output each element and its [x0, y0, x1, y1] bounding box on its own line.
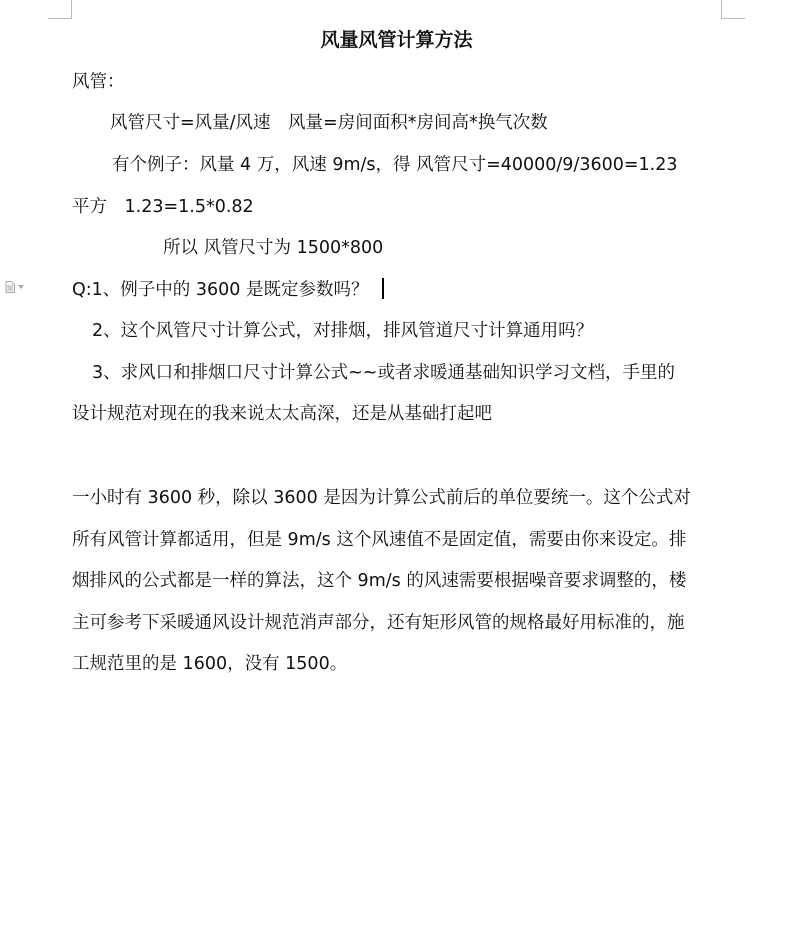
- question-2: 2、这个风管尺寸计算公式，对排烟，排风管道尺寸计算通用吗？: [92, 321, 594, 341]
- document-title: 风量风管计算方法: [320, 29, 473, 51]
- result-line: 所以 风管尺寸为 1500*800: [163, 238, 384, 258]
- crop-mark-top-left: [48, 0, 72, 19]
- answer-line: 一小时有 3600 秒，除以 3600 是因为计算公式前后的单位要统一。这个公式对: [72, 488, 691, 508]
- caret-down-icon: [18, 285, 24, 289]
- answer-line: 工规范里的是 1600，没有 1500。: [72, 654, 348, 674]
- question-1: Q:1、例子中的 3600 是既定参数吗？: [72, 280, 369, 300]
- answer-line: 烟排风的公式都是一样的算法，这个 9m/s 的风速需要根据噪音要求调整的，楼: [72, 571, 687, 591]
- document-icon: [5, 281, 15, 293]
- section-label: 风管：: [72, 72, 125, 92]
- question-1-row: [72, 278, 384, 302]
- answer-line: 所有风管计算都适用，但是 9m/s 这个风速值不是固定值，需要由你来设定。排: [72, 530, 687, 550]
- example-line-1: 有个例子：风量 4 万，风速 9m/s，得 风管尺寸=40000/9/3600=1.23: [112, 155, 678, 175]
- formula-line: 风管尺寸=风量/风速 风量=房间面积*房间高*换气次数: [110, 113, 548, 133]
- answer-line: 主可参考下采暖通风设计规范消声部分，还有矩形风管的规格最好用标准的，施: [72, 613, 685, 633]
- crop-mark-top-right: [721, 0, 745, 19]
- example-line-2: 平方 1.23=1.5*0.82: [72, 197, 254, 217]
- question-3-line-2: 设计规范对现在的我来说太太高深，还是从基础打起吧: [72, 404, 492, 424]
- text-cursor: [382, 278, 384, 299]
- paragraph-menu[interactable]: [5, 281, 24, 293]
- question-3-line-1: 3、求风口和排烟口尺寸计算公式~~或者求暖通基础知识学习文档，手里的: [92, 363, 675, 383]
